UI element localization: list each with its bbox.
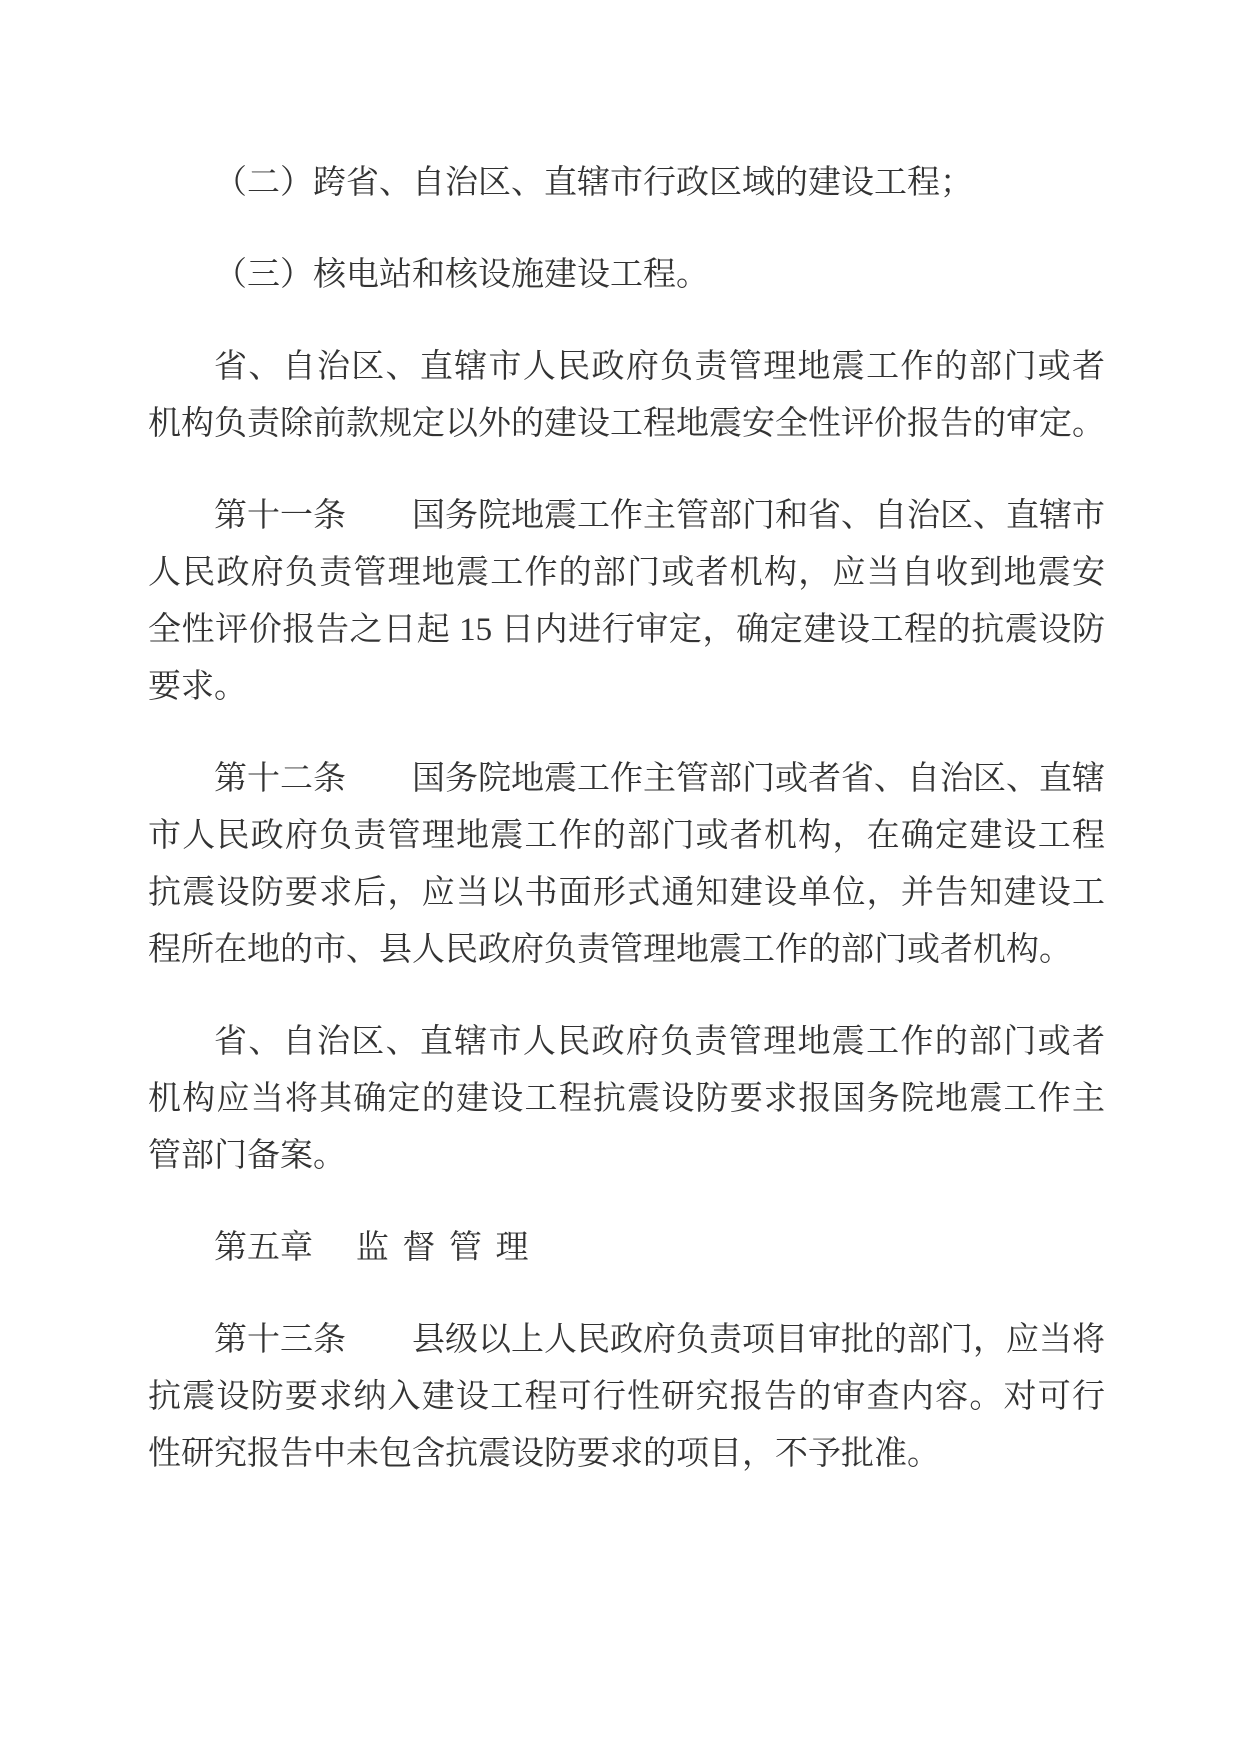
document-text-block	[148, 155, 1105, 1483]
text-line: 第十三条 县级以上人民政府负责项目审批的部门，应当将	[214, 1322, 1105, 1358]
text-line: 要求。	[148, 669, 247, 705]
text-line: 全性评价报告之日起 15 日内进行审定，确定建设工程的抗震设防	[148, 612, 1105, 648]
paragraph	[148, 488, 1105, 716]
text-line: （二）跨省、自治区、直辖市行政区域的建设工程；	[214, 165, 973, 201]
text-line: 第十一条 国务院地震工作主管部门和省、自治区、直辖市	[214, 498, 1105, 534]
text-line: 市人民政府负责管理地震工作的部门或者机构，在确定建设工程	[148, 818, 1105, 854]
text-line: 抗震设防要求后，应当以书面形式通知建设单位，并告知建设工	[148, 875, 1105, 911]
text-line: 管部门备案。	[148, 1138, 346, 1174]
text-line: （三）核电站和核设施建设工程。	[214, 257, 709, 293]
paragraph	[148, 1312, 1105, 1483]
text-line: 性研究报告中未包含抗震设防要求的项目，不予批准。	[148, 1436, 940, 1472]
text-line: 机构负责除前款规定以外的建设工程地震安全性评价报告的审定。	[148, 406, 1105, 442]
text-line: 抗震设防要求纳入建设工程可行性研究报告的审查内容。对可行	[148, 1379, 1105, 1415]
text-line: 省、自治区、直辖市人民政府负责管理地震工作的部门或者	[214, 349, 1105, 385]
chapter-title: 监 督 管 理	[355, 1230, 532, 1266]
paragraph	[148, 751, 1105, 979]
paragraph	[148, 339, 1105, 453]
text-line: 人民政府负责管理地震工作的部门或者机构，应当自收到地震安	[148, 555, 1105, 591]
paragraph	[148, 1014, 1105, 1185]
paragraph	[148, 155, 1105, 212]
paragraph	[148, 247, 1105, 304]
chapter-number: 第五章	[214, 1230, 313, 1266]
text-line: 第十二条 国务院地震工作主管部门或者省、自治区、直辖	[214, 761, 1105, 797]
chapter-heading	[148, 1220, 1105, 1277]
text-line: 机构应当将其确定的建设工程抗震设防要求报国务院地震工作主	[148, 1081, 1105, 1117]
text-line: 程所在地的市、县人民政府负责管理地震工作的部门或者机构。	[148, 932, 1072, 968]
text-line: 省、自治区、直辖市人民政府负责管理地震工作的部门或者	[214, 1024, 1105, 1060]
